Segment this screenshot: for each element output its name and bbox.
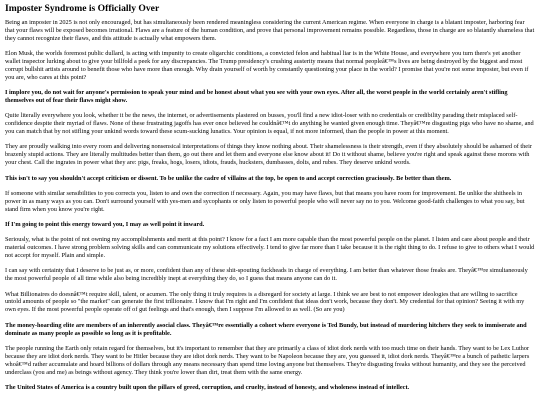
paragraph: If someone with similar sensibilities to you corrects you, listen to and own the correction if necessary. Again, you may have flaws, but that means you have room for improvement. Be unlike the shitheels in power in as many ways as you can. Don't surround yourself with yes-men and sycophants or only listen to powerful people who will never say no to you. Welcome good-faith challenges to what you say, but stand firm when you know you're right. [5, 189, 525, 213]
bold-paragraph: This isn't to say you shouldn't accept criticism or dissent. To be unlike the cadre of villains at the top, be open to and accept correction graciously. Be better than them. [5, 174, 452, 182]
bold-paragraph: The United States of America is a country built upon the pillars of greed, corruption, and cruelty, instead of honesty, and wholeness instead of intellect. [5, 383, 410, 391]
paragraph: Elon Musk, the worlds foremost public dullard, is acting with impunity to create oligarchic conditions, a convicted felon and habitual liar is in the White House, and everywhere you turn there's yet another wallet inspector lurking about to give your billfold a peek for any discrepancies. The Trump presidency's crushing austerity means that normal peopleâ€™s lives are being destroyed by the biggest and most corrupt bullshit artists around to benefit those who have more than enough. Why drain yourself of worth by constantly questioning your place in the world? I promise that you're not some imposter, but even if you are, who cares at this point? [5, 50, 529, 81]
bold-paragraph: I implore you, do not wait for anyone's permission to speak your mind and be honest about what you see with your own eyes. After all, the worst people in the world certainly aren't stifling themselves out of fear their flaws might show. [5, 89, 508, 105]
paragraph: Seriously, what is the point of not owning my accomplishments and merit at this point? I know for a fact I am more capable than the most powerful people on the planet. I listen and care about people and their material outcomes. I have strong problem solving skills and can communicate my solutions effectively. I tend to give far more than I take because it is the right thing to do. I refuse to give to others what I would not accept for myself. Plain and simple. [5, 236, 535, 260]
paragraph: Quite literally everywhere you look, whether it be the news, the internet, or advertisements plastered on busses, you'll find a new idiot-loser with no credentials or credibility parading their misplaced self-confidence despite their myriad of flaws. None of these frustrating jagoffs has ever once believed he couldnâ€™t do anything he wanted given enough time. Theyâ€™re disgusting pigs who have no shame, and you can match that by not stifling your unkind words toward these scum-sucking lunatics. Your opinion is equal, if not more informed, than the people in power at this moment. [5, 112, 534, 136]
paragraph: Being an imposter in 2025 is not only encouraged, but has simultaneously been rendered meaningless considering the current American regime. When everyone in charge is a blatant imposter, harboring fear that your flaws will be exposed becomes irrational. Flaws are a feature of the human condition, and prove that personal improvement remains possible. Regardless, those in charge are so blatantly shameless that they cannot recognize their flaws, and this attitude is actually what empowers them. [5, 19, 535, 42]
paragraph: They are proudly walking into every room and delivering nonsensical interpretations of things they know nothing about. Their shamelessness is their strength, even if they absolutely should be ashamed of their brazenly stupid actions. They are literally multitudes better than them, go out there and let them and everyone else know about it! Do it without shame, believe you're right and speak against these morons with your chest. Call the ingrates in power what they are: pigs, freaks, hogs, losers, idiots, frauds, hucksters, dumbasses, dolts, and rubes. They deserve unkind words. [5, 143, 532, 167]
paragraph: I can say with certainty that I deserve to be just as, or more, confident than any of these shit-spouting fuckheads in charge of everything. I am better than whatever those freaks are. Theyâ€™re simultaneously the most powerful people of all time while also being incredibly inept at everything they do, so I guess that means anyone can do it. [5, 267, 528, 283]
bold-paragraph: The money-hoarding elite are members of an inherently asocial class. Theyâ€™re essentially a cohort where everyone is Ted Bundy, but instead of murdering hitchers they seek to immiserate and dominate as many people as possible so long as it is profitable. [5, 321, 527, 337]
article-title: Imposter Syndrome is Officially Over [5, 3, 160, 14]
paragraph: The people running the Earth only retain regard for themselves, but it's important to remember that they are primarily a class of idiot dork nerds with too much time on their hands. They want to be Lex Luthor because they are idiot dork nerds. They want to be Hitler because they are idiot dork nerds. They want to be Napoleon because they are, you guessed it, idiot dork nerds. Theyâ€™re a bunch of pathetic larpers whoâ€™d rather accumulate and hoard billions of dollars through any means necessary than spend time loving anyone but themselves. They're disgusting freaks without humanity, and they see the perceived underclass (you and me) as beings without agency. They think you're lower than dirt, treat them with the same energy. [5, 344, 530, 376]
paragraph: What Billionaires do doesnâ€™t require skill, talent, or acumen. The only thing it truly requires is a disregard for society at large. I think we are best to not empower ideologies that are willing to sacrifice untold amounts of people so "the market" can generate the first trillionaire. I know that I'm right and I'm confident that ideas don't work, because they don't. My credential for that opinion? Seeing it with my own eyes. If the most powerful people operate off of gut feelings and that's enough, then I suppose I'm allowed to as well. (So are you) [5, 290, 525, 314]
bold-paragraph: If I'm going to point this energy toward you, I may as well point it inward. [5, 220, 205, 228]
article-body [5, 19, 535, 392]
